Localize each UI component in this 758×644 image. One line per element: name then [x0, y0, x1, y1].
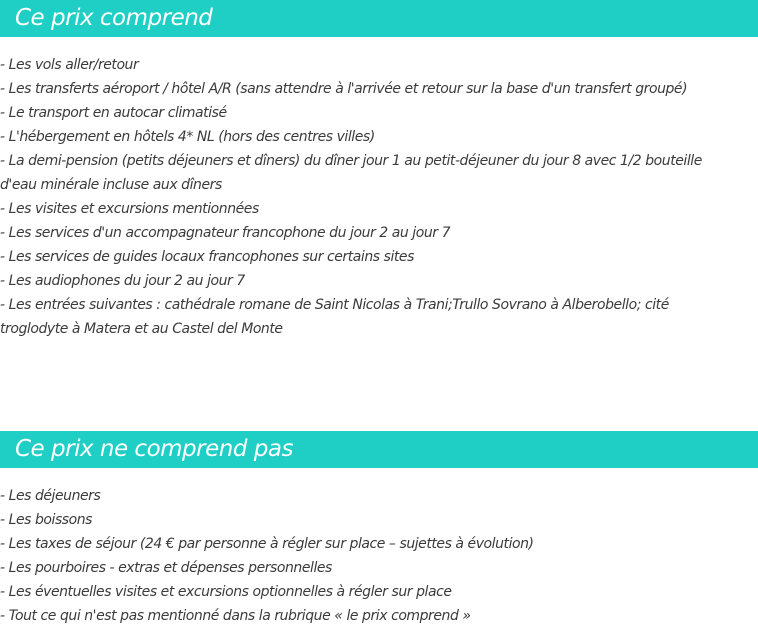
included-item: - Les entrées suivantes : cathédrale romane de Saint Nicolas à Trani;Trullo Sovrano à Alberobello; cité troglodyte à Matera et au Castel del Monte [0, 297, 669, 337]
included-item: - Le transport en autocar climatisé [0, 105, 227, 121]
excluded-item: - Les taxes de séjour (24 € par personne à régler sur place – sujettes à évolution) [0, 536, 534, 552]
included-item: - Les services d'un accompagnateur francophone du jour 2 au jour 7 [0, 225, 451, 241]
included-item: - La demi-pension (petits déjeuners et dîners) du dîner jour 1 au petit-déjeuner du jour 8 avec 1/2 bouteille d'eau minérale incluse aux dîners [0, 153, 702, 193]
excluded-item: - Les pourboires - extras et dépenses personnelles [0, 560, 332, 576]
excluded-section-title: Ce prix ne comprend pas [15, 436, 293, 462]
excluded-item: - Tout ce qui n'est pas mentionné dans la rubrique « le prix comprend » [0, 608, 471, 624]
included-item: - Les vols aller/retour [0, 57, 139, 73]
excluded-item: - Les éventuelles visites et excursions optionnelles à régler sur place [0, 584, 452, 600]
excluded-section-header [0, 431, 758, 468]
included-items-list [0, 53, 740, 341]
included-item: - L'hébergement en hôtels 4* NL (hors des centres villes) [0, 129, 375, 145]
included-item: - Les services de guides locaux francophones sur certains sites [0, 249, 414, 265]
excluded-item: - Les boissons [0, 512, 93, 528]
excluded-items-list [0, 484, 740, 628]
included-section-header [0, 0, 758, 37]
included-section-title: Ce prix comprend [15, 5, 213, 31]
included-item: - Les transferts aéroport / hôtel A/R (sans attendre à l'arrivée et retour sur la base d'un transfert groupé) [0, 81, 688, 97]
included-item: - Les audiophones du jour 2 au jour 7 [0, 273, 245, 289]
excluded-item: - Les déjeuners [0, 488, 101, 504]
included-item: - Les visites et excursions mentionnées [0, 201, 259, 217]
